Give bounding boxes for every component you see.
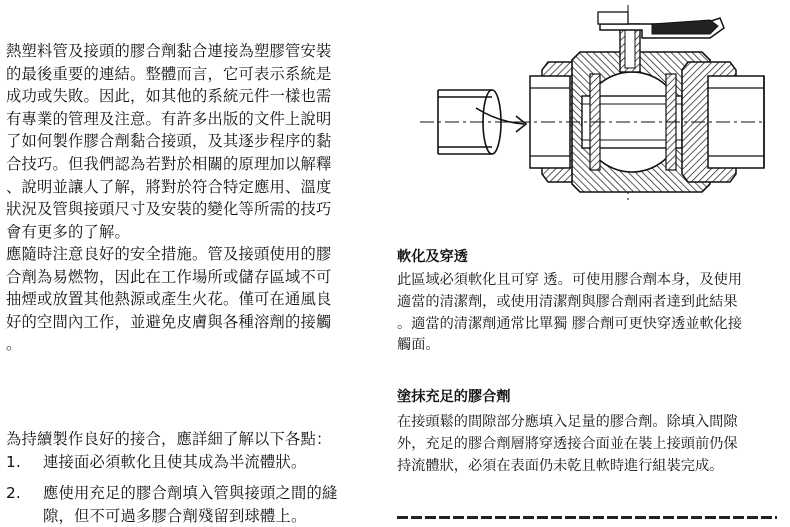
points-list bbox=[6, 451, 306, 474]
section-body-cement bbox=[397, 412, 738, 477]
list-item-text: 應使用充足的膠合劑填入管與接頭之間的縫 bbox=[43, 484, 338, 502]
list-item-number: 2. bbox=[6, 484, 21, 502]
section-heading-softening: 軟化及穿透 bbox=[397, 249, 468, 265]
body-line: 。適當的清潔劑通常比單獨 膠合劑可更快穿透並軟化接 bbox=[397, 315, 743, 332]
intro-line: 熱塑料管及接頭的膠合劑黏合連接為塑膠管安裝 bbox=[6, 42, 332, 60]
safety-line: 合劑為易燃物，因此在工作場所或儲存區域不可 bbox=[6, 267, 332, 286]
intro-line: 會有更多的了解。 bbox=[6, 222, 130, 241]
safety-paragraph bbox=[6, 243, 331, 356]
intro-line: 成功或失敗。因此，如其他的系統元件一樣也需 bbox=[6, 87, 332, 106]
ball-valve-diagram bbox=[420, 0, 790, 205]
safety-line: 抽煙或放置其他熱源或產生火花。僅可在通風良 bbox=[6, 290, 332, 309]
body-line: 觸面。 bbox=[397, 337, 440, 354]
list-item-number: 1. bbox=[6, 453, 21, 471]
body-line: 在接頭鬆的間隙部分應填入足量的膠合劑。除填入間隙 bbox=[397, 414, 738, 430]
list-item-text: 連接面必須軟化且使其成為半流體狀。 bbox=[43, 453, 307, 471]
body-line: 外，充足的膠合劑層將穿透接合面並在裝上接頭前仍保 bbox=[397, 435, 738, 452]
intro-line: 、說明並讓人了解，將對於符合特定應用、溫度 bbox=[6, 177, 332, 196]
clipped-text-line bbox=[397, 512, 787, 519]
list-item bbox=[6, 451, 306, 474]
intro-paragraph bbox=[6, 40, 331, 243]
safety-line: 好的空間內工作，並避免皮膚與各種溶劑的接觸 bbox=[6, 312, 332, 331]
intro-line: 合技巧。但我們認為若對於相關的原理加以解釋 bbox=[6, 154, 332, 173]
section-heading-cement: 塗抹充足的膠合劑 bbox=[397, 389, 511, 405]
list-item-continuation: 隙，但不可過多膠合劑殘留到球體上。 bbox=[43, 506, 307, 525]
body-line: 適當的清潔劑，或使用清潔劑與膠合劑兩者達到此結果 bbox=[397, 293, 738, 310]
list-item bbox=[6, 482, 337, 505]
intro-line: 狀況及管與接頭尺寸及安裝的變化等所需的技巧 bbox=[6, 200, 332, 219]
safety-line: 。 bbox=[6, 335, 22, 354]
intro-line: 了如何製作膠合劑黏合接頭，及其逐步程序的黏 bbox=[6, 132, 332, 151]
points-intro: 為持續製作良好的接合，應詳細了解以下各點： bbox=[6, 430, 332, 448]
points-list-2 bbox=[6, 482, 337, 527]
intro-line: 的最後重要的連結。整體而言，它可表示系統是 bbox=[6, 64, 332, 83]
body-line: 持流體狀，必須在表面仍未乾且軟時進行組裝完成。 bbox=[397, 457, 724, 474]
intro-line: 有專業的管理及注意。有許多出版的文件上說明 bbox=[6, 109, 332, 128]
safety-line: 應隨時注意良好的安全措施。管及接頭使用的膠 bbox=[6, 245, 332, 263]
section-body-softening bbox=[397, 270, 742, 357]
body-line: 此區域必須軟化且可穿 透。可使用膠合劑本身，及使用 bbox=[397, 272, 743, 288]
